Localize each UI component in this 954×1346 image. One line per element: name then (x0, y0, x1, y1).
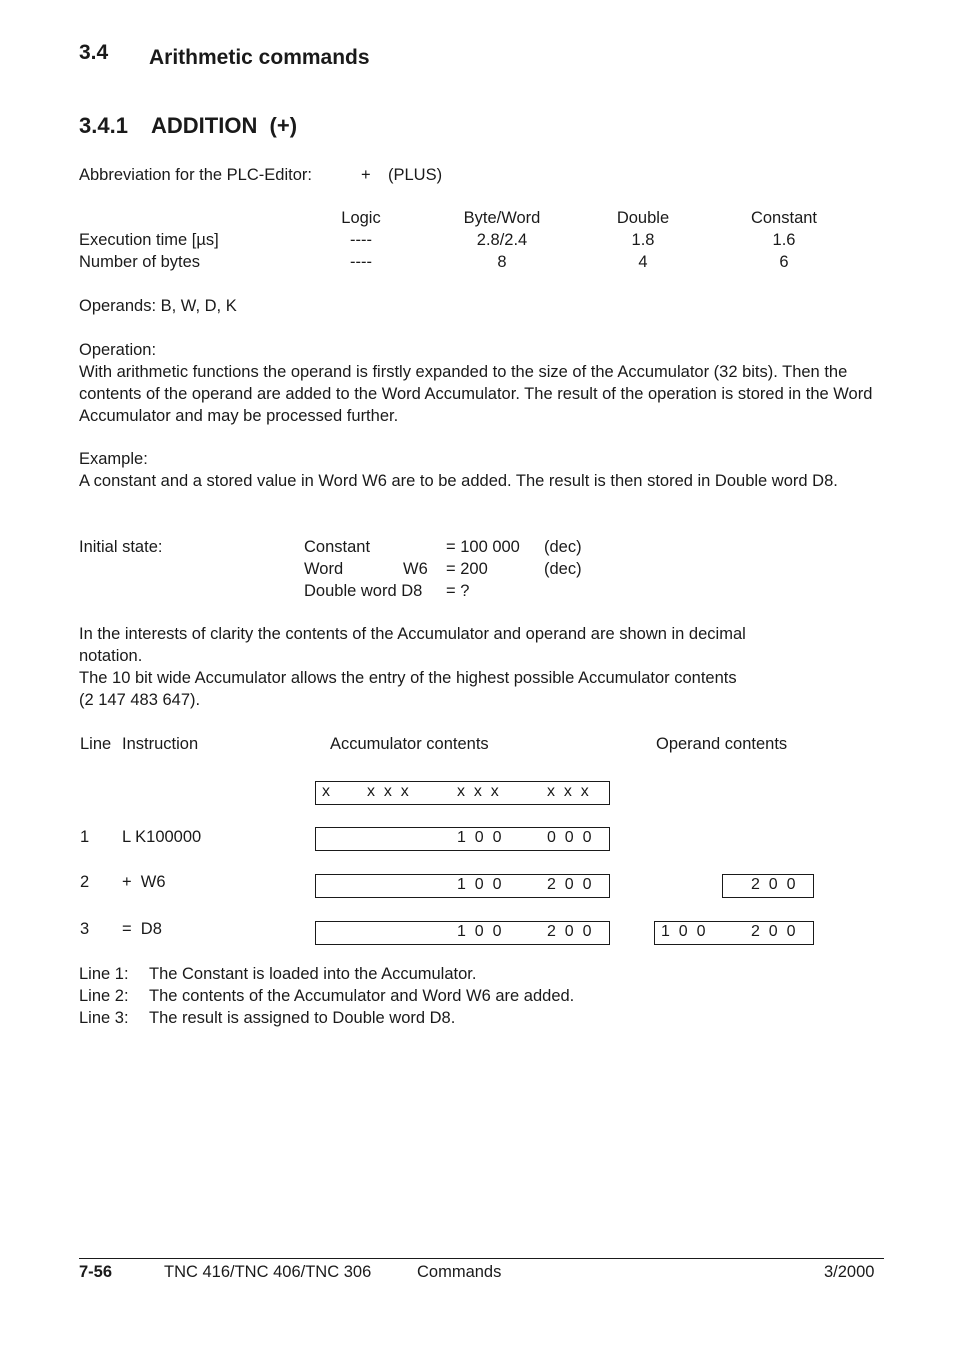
section-number: 3.4 (79, 41, 109, 64)
footer-chapter: Commands (417, 1263, 502, 1281)
timing-cell: 4 (638, 253, 648, 271)
timing-cell: 6 (779, 253, 789, 271)
accumulator-digit-group: 1 0 0 (457, 829, 502, 846)
operand-digit-group: 2 0 0 (751, 876, 796, 893)
line-note-label: Line 3: (79, 1009, 129, 1027)
program-row-line: 1 (80, 828, 90, 846)
accumulator-digit-group: x x x (367, 783, 409, 800)
accumulator-digit-group: 2 0 0 (547, 923, 592, 940)
abbreviation-label: Abbreviation for the PLC-Editor: (79, 166, 312, 184)
operand-box (722, 874, 814, 898)
operands-text: Operands: B, W, D, K (79, 297, 237, 315)
program-header-accumulator: Accumulator contents (330, 735, 489, 753)
initial-state-value: = ? (446, 582, 470, 600)
accumulator-box (315, 827, 610, 851)
timing-cell: ---- (350, 253, 372, 271)
example-text: A constant and a stored value in Word W6 are to be added. The result is then stored in Double word D8. (79, 472, 838, 490)
accumulator-digit-group: x x x (457, 783, 499, 800)
accumulator-template-box (315, 781, 610, 805)
line-note-text: The Constant is loaded into the Accumulator. (149, 965, 477, 983)
clarity-note-line: (2 147 483 647). (79, 691, 201, 709)
footer-product: TNC 416/TNC 406/TNC 306 (164, 1263, 372, 1281)
timing-header-byteword: Byte/Word (463, 209, 541, 227)
initial-state-unit: (dec) (544, 538, 582, 556)
program-row-instruction: L K100000 (122, 828, 202, 846)
program-row-instruction: = D8 (122, 920, 162, 938)
clarity-note-line: The 10 bit wide Accumulator allows the entry of the highest possible Accumulator contents (79, 669, 737, 687)
timing-cell: 1.6 (772, 231, 796, 249)
abbreviation-symbol: + (361, 166, 371, 184)
accumulator-digit-group: 2 0 0 (547, 876, 592, 893)
operation-heading: Operation: (79, 341, 157, 359)
line-note-text: The contents of the Accumulator and Word W6 are added. (149, 987, 575, 1005)
line-note-label: Line 1: (79, 965, 129, 983)
program-header-operand: Operand contents (656, 735, 788, 753)
accumulator-digit-group: x (322, 783, 330, 800)
accumulator-digit-group: 1 0 0 (457, 876, 502, 893)
initial-state-name: Double word D8 (304, 582, 423, 600)
initial-state-name: Word (304, 560, 344, 578)
program-header-instruction: Instruction (122, 735, 199, 753)
timing-header-constant: Constant (750, 209, 818, 227)
program-row-line: 3 (80, 920, 90, 938)
footer-rule (79, 1258, 884, 1259)
section-title: Arithmetic commands (149, 46, 370, 69)
subsection-title: ADDITION (+) (151, 113, 298, 138)
timing-cell: 1.8 (631, 231, 655, 249)
operand-digit-group: 1 0 0 (661, 923, 706, 940)
example-heading: Example: (79, 450, 148, 468)
timing-cell: ---- (350, 231, 372, 249)
accumulator-digit-group: x x x (547, 783, 589, 800)
clarity-note-line: notation. (79, 647, 143, 665)
timing-row-label: Execution time [µs] (79, 231, 219, 249)
operation-text: With arithmetic functions the operand is firstly expanded to the size of the Accumulator (32 bits). Then the contents of the operand are added to the Word Accumulator. The result of the operation is stored in the Word Accumulator and may be processed further. (79, 363, 873, 425)
program-row-line: 2 (80, 873, 90, 891)
footer-page-number: 7-56 (79, 1263, 113, 1281)
initial-state-value: = 100 000 (446, 538, 520, 556)
abbreviation-name: (PLUS) (388, 166, 443, 184)
accumulator-digit-group: 0 0 0 (547, 829, 592, 846)
timing-row-label: Number of bytes (79, 253, 201, 271)
footer-date: 3/2000 (824, 1263, 875, 1281)
operand-box (654, 921, 814, 945)
accumulator-box (315, 921, 610, 945)
subsection-number: 3.4.1 (79, 113, 128, 138)
timing-cell: 8 (497, 253, 507, 271)
initial-state-label: Initial state: (79, 538, 163, 556)
timing-header-double: Double (616, 209, 670, 227)
clarity-note-line: In the interests of clarity the contents of the Accumulator and operand are shown in decimal (79, 625, 746, 643)
operand-digit-group: 2 0 0 (751, 923, 796, 940)
initial-state-name: Constant (304, 538, 371, 556)
accumulator-digit-group: 1 0 0 (457, 923, 502, 940)
line-note-label: Line 2: (79, 987, 129, 1005)
program-row-instruction: + W6 (122, 873, 166, 891)
line-note-text: The result is assigned to Double word D8. (149, 1009, 456, 1027)
initial-state-value: = 200 (446, 560, 488, 578)
program-header-line: Line (80, 735, 112, 753)
initial-state-operand: W6 (403, 560, 428, 578)
initial-state-unit: (dec) (544, 560, 582, 578)
accumulator-box (315, 874, 610, 898)
timing-header-logic: Logic (341, 209, 381, 227)
timing-cell: 2.8/2.4 (476, 231, 528, 249)
